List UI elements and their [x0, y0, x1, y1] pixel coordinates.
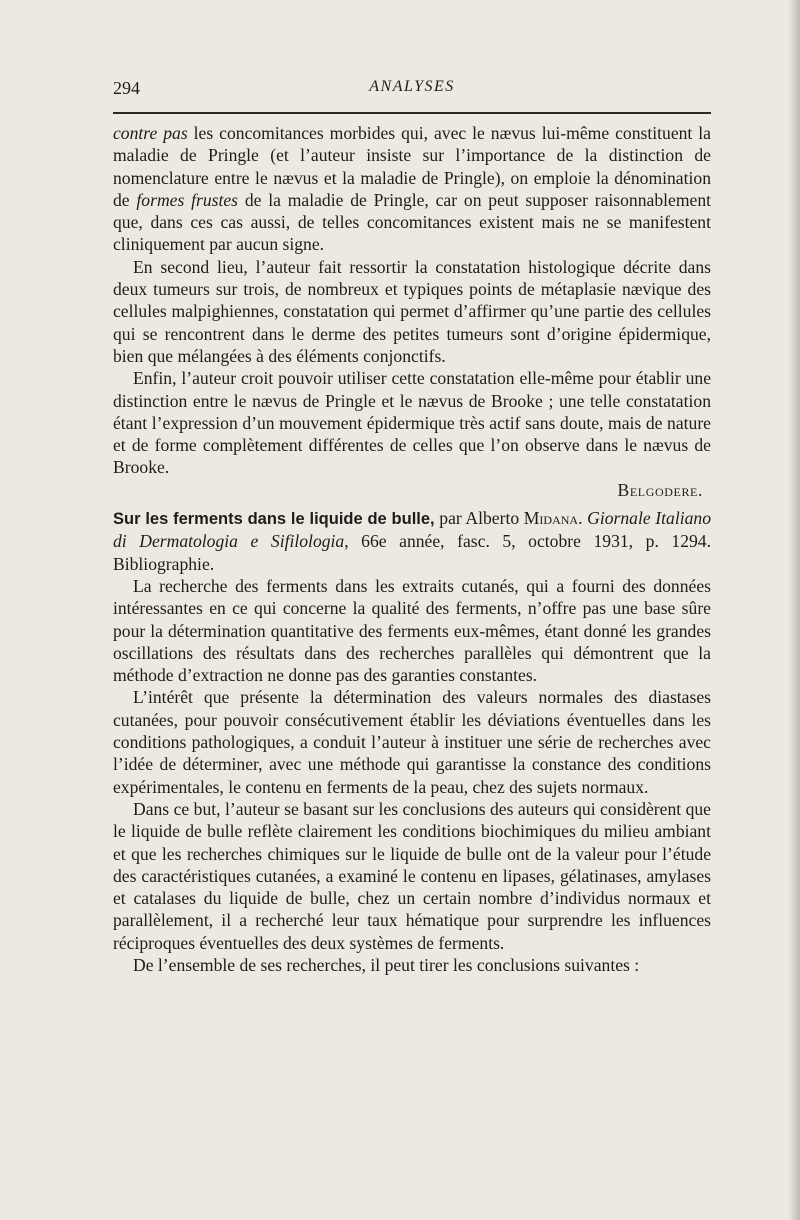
paragraph: En second lieu, l’auteur fait ressortir la constatation histologique décrite dans deux tumeurs sur trois, de nombreux et typiques points de métaplasie nævique des cellules malpighiennes, constatation qui permet d’affirmer qu’une partie des cellules qui se rencontrent dans le derme des petites tumeurs sont d’origine épidermique, bien que mélangées à des éléments conjonctifs. — [113, 256, 711, 366]
article-heading: Sur les ferments dans le liquide de bulle, par Alberto Midana. Giornale Italiano di Dermatologia e Sifilologia, 66e année, fasc. 5, octobre 1931, p. 1294. Bibliographie. — [113, 508, 711, 574]
header-rule — [113, 112, 711, 114]
running-head: ANALYSES — [369, 78, 455, 95]
paragraph: Enfin, l’auteur croit pouvoir utiliser cette constatation elle-même pour établir une distinction entre le nævus de Pringle et le nævus de Brooke ; une telle constatation étant l’expression d’un mouvement épidermique très actif sans doute, mais de nature et de forme complètement différentes de celles que l’on observe dans le nævus de Brooke. — [113, 368, 711, 478]
page-number: 294 — [113, 78, 140, 98]
article-author: Midana — [523, 508, 579, 529]
article-title: Sur les ferments dans le liquide de bulle, — [113, 510, 435, 529]
body-text — [113, 122, 711, 976]
journal-name: Giornale Italiano di Dermatologia e Sifilologia — [113, 508, 711, 552]
page-edge — [788, 0, 800, 1220]
signature: Belgodere. — [617, 479, 703, 500]
paragraph: De l’ensemble de ses recherches, il peut tirer les conclusions suivantes : — [133, 954, 640, 975]
paragraph: La recherche des ferments dans les extraits cutanés, qui a fourni des données intéressantes en ce qui concerne la qualité des ferments, n’offre pas une base sûre pour la détermination quantitative des ferments eux-mêmes, étant donné les grandes oscillations des résultats dans des recherches parallèles qui démontrent que la méthode d’extraction ne donne pas des garanties constantes. — [113, 575, 711, 686]
italic-phrase: contre pas — [113, 123, 188, 143]
citation: , 66e année, fasc. 5, octobre 1931, p. 1294. Bibliographie. — [113, 531, 711, 574]
paragraph: L’intérêt que présente la détermination des valeurs normales des diastases cutanées, pour pouvoir consécutivement établir les déviations éventuelles dans les conditions pathologiques, a conduit l’auteur à instituer une série de recherches avec l’idée de déterminer, avec une méthode qui garantisse la constance des conditions expérimentales, le contenu en ferments de la peau, chez des sujets normaux. — [113, 687, 711, 797]
paragraph: Dans ce but, l’auteur se basant sur les conclusions des auteurs qui considèrent que le liquide de bulle reflète clairement les conditions biochimiques du milieu ambiant et que les recherches chimiques sur le liquide de bulle ont de la valeur pour l’étude des caractéristiques cutanées, a examiné le contenu en lipases, gélatinases, amylases et catalases du liquide de bulle, chez un certain nombre d’individus normaux et parallèlement, il a recherché leur taux hématique pour surprendre les influences réciproques éventuelles des deux systèmes de ferments. — [113, 798, 711, 953]
paragraph-continuation: contre pas les concomitances morbides qui, avec le nævus lui-même constituent la maladie de Pringle (et l’auteur insiste sur l’importance de la distinction de nomenclature entre le nævus et la maladie de Pringle), on emploie la dénomination de formes frustes de la maladie de Pringle, car on peut supposer raisonnablement que, dans ces cas aussi, de telles concomitances existent mais ne se manifestent cliniquement par aucun signe. — [113, 123, 711, 255]
italic-phrase: formes frustes — [136, 189, 239, 210]
page-header — [113, 78, 711, 102]
